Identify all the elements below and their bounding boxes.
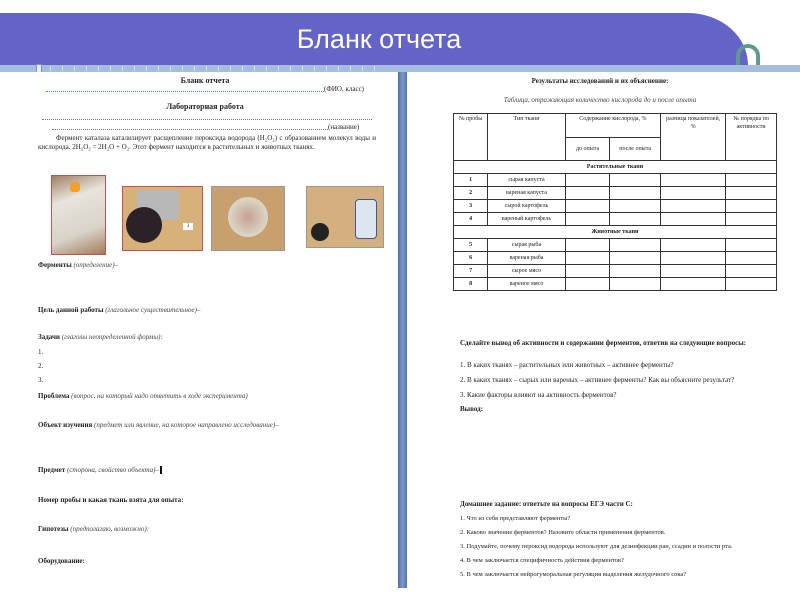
tissue-name: сырая рыба	[488, 239, 566, 252]
tissue-name: вареная рыба	[488, 252, 566, 265]
table-row	[454, 187, 777, 200]
sample-number: 2	[454, 187, 488, 200]
field-problem[interactable]	[38, 392, 378, 401]
sample-number: 6	[454, 252, 488, 265]
empty-cell[interactable]	[726, 278, 777, 291]
empty-cell[interactable]	[610, 187, 661, 200]
field-hint: (глагольное существительное)–	[105, 306, 201, 314]
empty-cell[interactable]	[726, 174, 777, 187]
empty-cell[interactable]	[610, 174, 661, 187]
empty-cell[interactable]	[726, 200, 777, 213]
field-enzymes[interactable]	[38, 261, 378, 270]
results-table	[453, 113, 777, 291]
name-line-2[interactable]	[52, 123, 328, 130]
empty-cell[interactable]	[565, 252, 610, 265]
fio-line[interactable]	[46, 85, 324, 92]
header-sample-number: № пробы	[454, 114, 488, 161]
empty-cell[interactable]	[661, 278, 726, 291]
homework-item: 5. В чем заключается нейрогуморальная регуляция выделения желудочного сока?	[460, 571, 687, 578]
conclusion-heading: Сделайте вывод об активности и содержании ферментов, ответив на следующие вопросы:	[460, 339, 746, 347]
field-hint: (определение)–	[73, 261, 119, 269]
field-tasks[interactable]	[38, 333, 378, 342]
subheader-before: до опыта	[565, 137, 610, 161]
table-caption: Таблица, отражающая количество кислорода до и после опыта	[503, 96, 697, 104]
field-sample[interactable]: Номер пробы и какая ткань взята для опыта:	[38, 496, 184, 504]
intro-paragraph: Фермент каталаза катализирует расщепление пероксида водорода (H₂O₂) с образованием молекул воды и кислорода. 2H₂O₂ = 2H₂O + O₂. Этот фермент находится в растительных и животных тканях.	[38, 134, 376, 151]
table-row	[454, 265, 777, 278]
name-label: (название)	[328, 123, 360, 131]
homework-heading: Домашнее задание: ответьте на вопросы ЕГЭ части С:	[460, 500, 633, 508]
name-line-1[interactable]	[42, 113, 372, 120]
question-item: 1. В каких тканях – растительных или животных – активнее ферменты?	[460, 361, 674, 369]
text-cursor	[160, 466, 162, 474]
photo-tissue-in-dish	[122, 186, 203, 251]
field-label: Объект изучения	[38, 421, 93, 429]
empty-cell[interactable]	[661, 265, 726, 278]
photo-divided-plate	[211, 186, 285, 251]
tissue-name: сырой картофель	[488, 200, 566, 213]
header-activity-order: № порядка по активности	[726, 114, 777, 161]
table-row	[454, 278, 777, 291]
empty-cell[interactable]	[661, 200, 726, 213]
field-subject[interactable]	[38, 466, 378, 475]
empty-cell[interactable]	[661, 187, 726, 200]
photo-peroxide-package	[51, 175, 106, 255]
sample-number: 7	[454, 265, 488, 278]
lab-title: Лабораторная работа	[166, 102, 244, 111]
homework-item: 2. Каково значение ферментов? Назовите области применения ферментов.	[460, 529, 666, 536]
header-difference: разница показателей, %	[661, 114, 726, 161]
field-label: Задачи	[38, 333, 60, 341]
empty-cell[interactable]	[610, 200, 661, 213]
results-heading: Результаты исследований и их объяснение:	[531, 77, 669, 85]
empty-cell[interactable]	[726, 239, 777, 252]
tissue-name: сырая капуста	[488, 174, 566, 187]
empty-cell[interactable]	[565, 200, 610, 213]
field-hint: (вопрос, на который надо ответить в ходе эксперимента)	[71, 392, 248, 400]
empty-cell[interactable]	[610, 252, 661, 265]
table-row	[454, 213, 777, 226]
empty-cell[interactable]	[610, 265, 661, 278]
task-item[interactable]: 1.	[38, 348, 44, 356]
empty-cell[interactable]	[661, 239, 726, 252]
section-plant-tissues: Растительные ткани	[454, 161, 777, 174]
task-item[interactable]: 3.	[38, 376, 44, 384]
empty-cell[interactable]	[726, 265, 777, 278]
homework-item: 3. Подумайте, почему пероксид водорода используют для дезинфекции ран, ссадин и полости рта.	[460, 543, 733, 550]
tissue-name: вареный картофель	[488, 213, 566, 226]
empty-cell[interactable]	[565, 213, 610, 226]
tissue-name: вареная капуста	[488, 187, 566, 200]
homework-item: 1. Что из себя представляют ферменты?	[460, 515, 571, 522]
tissue-name: вареное мясо	[488, 278, 566, 291]
field-hypotheses[interactable]	[38, 525, 378, 534]
empty-cell[interactable]	[565, 174, 610, 187]
header-tissue-type: Тип ткани	[488, 114, 566, 161]
field-label: Предмет	[38, 466, 66, 474]
photo-sensor-device	[306, 186, 384, 248]
field-hint: (сторона, свойство объекта)–	[66, 466, 159, 474]
homework-item: 4. В чем заключается специфичность действия ферментов?	[460, 557, 624, 564]
field-object[interactable]	[38, 421, 378, 430]
empty-cell[interactable]	[661, 174, 726, 187]
empty-cell[interactable]	[565, 265, 610, 278]
empty-cell[interactable]	[661, 213, 726, 226]
field-hint: (предполагаю, возможно):	[70, 525, 150, 533]
empty-cell[interactable]	[565, 239, 610, 252]
field-label: Проблема	[38, 392, 70, 400]
empty-cell[interactable]	[610, 278, 661, 291]
sample-number: 3	[454, 200, 488, 213]
empty-cell[interactable]	[726, 252, 777, 265]
field-label: Гипотезы	[38, 525, 69, 533]
empty-cell[interactable]	[565, 278, 610, 291]
empty-cell[interactable]	[661, 252, 726, 265]
package-label-icon	[70, 182, 80, 192]
slide-title: Бланк отчета	[296, 23, 462, 54]
empty-cell[interactable]	[610, 213, 661, 226]
table-row	[454, 174, 777, 187]
empty-cell[interactable]	[726, 187, 777, 200]
tissue-name: сырое мясо	[488, 265, 566, 278]
table-row	[454, 239, 777, 252]
task-item[interactable]: 2.	[38, 362, 44, 370]
field-hint: (предмет или явление, на которое направлено исследование)–	[94, 421, 279, 429]
sample-number: 4	[454, 213, 488, 226]
report-heading: Бланк отчета	[180, 76, 230, 85]
question-item: 3. Какие факторы влияют на активность ферментов?	[460, 391, 617, 399]
field-hint: (глаголы неопределенной формы):	[61, 333, 163, 341]
header-oxygen-content: Содержание кислорода, %	[565, 114, 660, 138]
field-equipment[interactable]: Оборудование:	[38, 557, 85, 565]
sample-number: 1	[454, 174, 488, 187]
sample-number-label: 3	[183, 223, 193, 230]
field-label: Ферменты	[38, 261, 72, 269]
fio-label: (ФИО, класс)	[324, 85, 365, 93]
empty-cell[interactable]	[726, 213, 777, 226]
sample-number: 5	[454, 239, 488, 252]
dish-icon	[126, 207, 162, 243]
section-animal-tissues: Животные ткани	[454, 226, 777, 239]
empty-cell[interactable]	[565, 187, 610, 200]
field-label: Цель данной работы	[38, 306, 104, 314]
table-row	[454, 252, 777, 265]
sensor-device-icon	[355, 199, 377, 239]
field-goal[interactable]	[38, 306, 378, 315]
ruler-ticks	[38, 66, 378, 71]
bottom-margin	[0, 588, 800, 600]
table-row	[454, 200, 777, 213]
plate-icon	[228, 197, 268, 237]
empty-cell[interactable]	[610, 239, 661, 252]
small-dish-icon	[311, 223, 329, 241]
sample-number: 8	[454, 278, 488, 291]
question-item: 2. В каких тканях – сырых или вареных – активнее ферменты? Как вы объясните результат?	[460, 376, 735, 384]
subheader-after: после опыта	[610, 137, 661, 161]
conclusion-label[interactable]: Вывод:	[460, 405, 484, 413]
page-divider	[398, 72, 407, 592]
